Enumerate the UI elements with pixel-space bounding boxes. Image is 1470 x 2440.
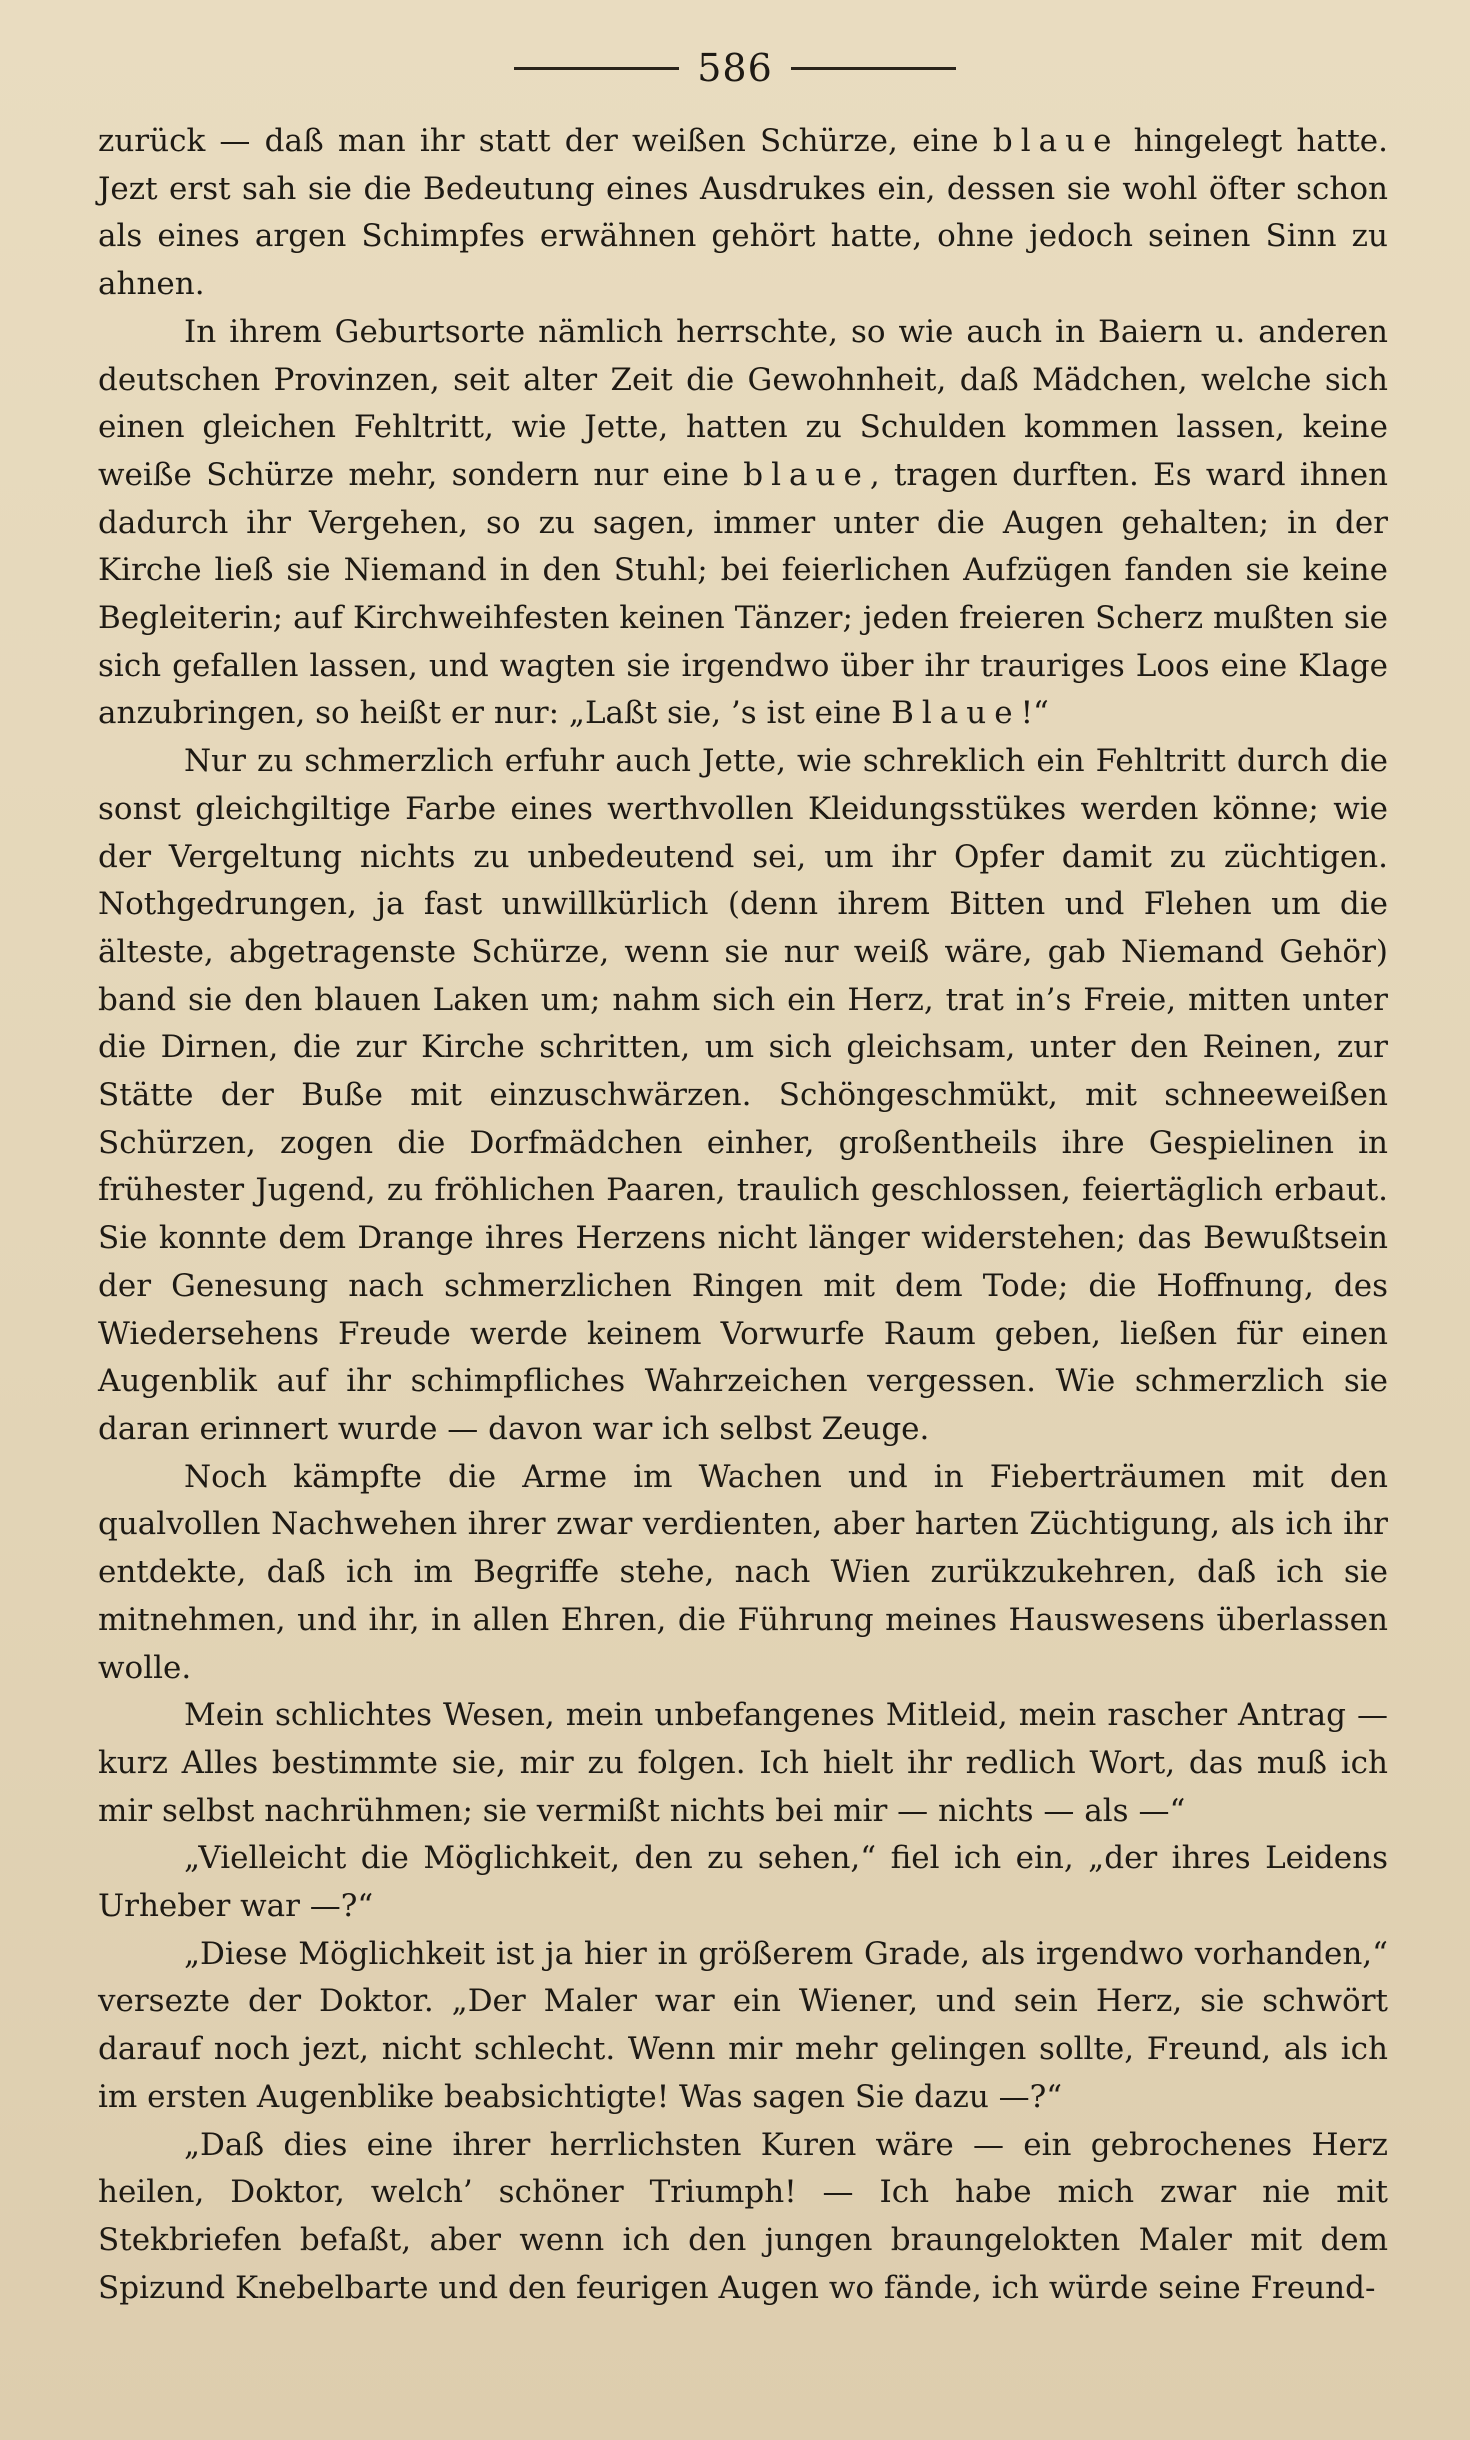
text-run: , tragen durften. Es ward ihnen dadurch ihr Vergehen, so zu sagen, immer unter die Augen gehalten; in der Kirche ließ sie Niemand in den Stuhl; bei feierlichen Aufzügen fanden sie keine Begleiterin; auf Kirchweihfesten keinen Tänzer; jeden freieren Scherz mußten sie sich gefallen lassen, und wagten sie irgendwo über ihr trauriges Loos eine Klage anzubringen, so heißt er nur: „Laßt sie, ’s ist eine (98, 456, 1389, 732)
text-run: „Daß dies eine ihrer herrlichsten Kuren wäre — ein gebrochenes Herz heilen, Doktor, welch’ schöner Triumph! — Ich habe mich zwar nie mit Stekbriefen befaßt, aber wenn ich den jungen braungelokten Maler mit dem Spizund Knebelbarte und den feurigen Augen wo fände, ich würde seine Freund- (98, 2126, 1388, 2306)
paragraph (98, 2122, 1388, 2313)
paragraph (98, 1454, 1388, 1693)
text-run: In ihrem Geburtsorte nämlich herrschte, so wie auch in Baiern u. anderen deutschen Provinzen, seit alter Zeit die Gewohnheit, daß Mädchen, welche sich einen gleichen Fehltritt, wie Jette, hatten zu Schulden kommen lassen, keine weiße Schürze mehr, sondern nur eine (98, 313, 1388, 493)
spaced-word: blaue (743, 456, 870, 493)
paragraph (98, 1931, 1388, 2122)
spaced-word: Blaue (891, 695, 1021, 732)
page-number: 586 (697, 46, 773, 90)
body-text (98, 118, 1388, 2312)
header-rule-left (514, 67, 679, 70)
text-run: Mein schlichtes Wesen, mein unbefangenes Mitleid, mein rascher Antrag — kurz Alles bestimmte sie, mir zu folgen. Ich hielt ihr redlich Wort, das muß ich mir selbst nachrühmen; sie vermißt nichts bei mir — nichts — als —“ (98, 1697, 1388, 1829)
paragraph (98, 309, 1388, 738)
page-header (0, 46, 1470, 90)
text-run: „Vielleicht die Möglichkeit, den zu sehen,“ fiel ich ein, „der ihres Leidens Urheber war —?“ (98, 1840, 1388, 1925)
paragraph (98, 738, 1388, 1454)
text-run: !“ (1020, 695, 1049, 732)
text-run: Noch kämpfte die Arme im Wachen und in Fieberträumen mit den qualvollen Nachwehen ihrer zwar verdienten, aber harten Züchtigung, als ich ihr entdekte, daß ich im Begriffe stehe, nach Wien zurükzukehren, daß ich sie mitnehmen, und ihr, in allen Ehren, die Führung meines Hauswesens überlassen wolle. (98, 1458, 1388, 1686)
text-run: Nur zu schmerzlich erfuhr auch Jette, wie schreklich ein Fehltritt durch die sonst gleichgiltige Farbe eines werthvollen Kleidungsstükes werden könne; wie der Vergeltung nichts zu unbedeutend sei, um ihr Opfer damit zu züchtigen. Nothgedrungen, ja fast unwillkürlich (denn ihrem Bitten und Flehen um die älteste, abgetragenste Schürze, wenn sie nur weiß wäre, gab Niemand Gehör) band sie den blauen Laken um; nahm sich ein Herz, trat in’s Freie, mitten unter die Dirnen, die zur Kirche schritten, um sich gleichsam, unter den Reinen, zur Stätte der Buße mit einzuschwärzen. Schöngeschmükt, mit schneeweißen Schürzen, zogen die Dorfmädchen einher, großentheils ihre Gespielinen in frühester Jugend, zu fröhlichen Paaren, traulich geschlossen, feiertäglich erbaut. Sie konnte dem Drange ihres Herzens nicht länger widerstehen; das Bewußtsein der Genesung nach schmerzlichen Ringen mit dem Tode; die Hoffnung, des Wiedersehens Freude werde keinem Vorwurfe Raum geben, ließen für einen Augenblik auf ihr schimpfliches Wahrzeichen vergessen. Wie schmerzlich sie daran erinnert wurde — davon war ich selbst Zeuge. (98, 743, 1388, 1447)
text-run: zurück — daß man ihr statt der weißen Schürze, eine (98, 123, 993, 159)
paragraph (98, 1835, 1388, 1930)
header-rule-right (791, 67, 956, 70)
paragraph (98, 118, 1388, 309)
text-run: hingelegt hatte. Jezt erst sah sie die Bedeutung eines Ausdrukes ein, dessen sie wohl öfter schon als eines argen Schimpfes erwähnen gehört hatte, ohne jedoch seinen Sinn zu ahnen. (98, 123, 1388, 303)
paragraph (98, 1692, 1388, 1835)
spaced-word: blaue (992, 123, 1120, 159)
text-run: „Diese Möglichkeit ist ja hier in größerem Grade, als irgendwo vorhanden,“ versezte der Doktor. „Der Maler war ein Wiener, und sein Herz, sie schwört darauf noch jezt, nicht schlecht. Wenn mir mehr gelingen sollte, Freund, als ich im ersten Augenblike beabsichtigte! Was sagen Sie dazu —?“ (98, 1935, 1388, 2115)
